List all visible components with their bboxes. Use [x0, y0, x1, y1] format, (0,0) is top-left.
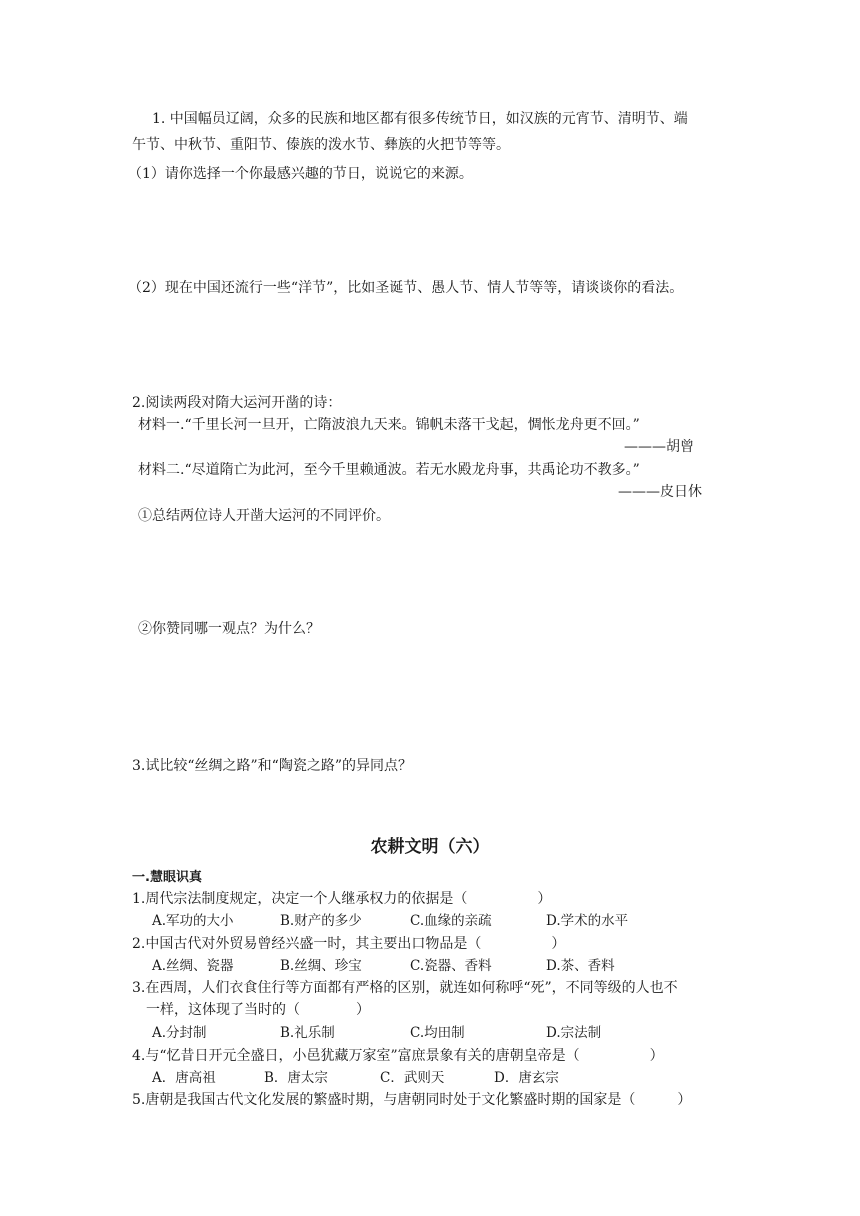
- mc-options-4: [152, 1067, 559, 1089]
- q1-sub2: （2）现在中国还流行一些“洋节”，比如圣诞节、愚人节、情人节等等，请谈谈你的看法。: [128, 280, 684, 296]
- mc-options-3: [152, 1022, 601, 1044]
- option-d: D.茶、香料: [546, 958, 615, 974]
- option-b: B.财产的多少: [280, 913, 362, 929]
- q2-material2: 材料二.“尽道隋亡为此河，至今千里赖通波。若无水殿龙舟事，共禹论功不教多。”: [138, 462, 640, 478]
- option-c: C.血缘的亲疏: [410, 913, 492, 929]
- option-b: B.丝绸、珍宝: [280, 958, 362, 974]
- option-a: A．唐高祖: [152, 1070, 216, 1086]
- mc-options-2: [152, 955, 615, 977]
- mc-question-2: 2.中国古代对外贸易曾经兴盛一时，其主要出口物品是（ ）: [132, 936, 566, 952]
- option-b: B.礼乐制: [280, 1025, 335, 1041]
- q2-material1: 材料一.“千里长河一旦开，亡隋波浪九天来。锦帆未落干戈起，惆怅龙舟更不回。”: [138, 417, 640, 433]
- mc-question-3-cont: 一样，这体现了当时的（ ）: [146, 1002, 370, 1018]
- section-title: 农耕文明（六）: [370, 837, 490, 857]
- option-a: A.军功的大小: [152, 913, 234, 929]
- q1-sub1: （1）请你选择一个你最感兴趣的节日，说说它的来源。: [128, 166, 473, 182]
- option-d: D．唐玄宗: [494, 1070, 559, 1086]
- option-b: B．唐太宗: [264, 1070, 328, 1086]
- section-heading: 一.慧眼识真: [132, 870, 202, 885]
- option-c: C.瓷器、香料: [410, 958, 492, 974]
- q2-intro: 2.阅读两段对隋大运河开凿的诗：: [132, 395, 342, 411]
- q2-sub1: ①总结两位诗人开凿大运河的不同评价。: [138, 508, 390, 524]
- option-d: D.学术的水平: [546, 913, 629, 929]
- option-c: C.均田制: [410, 1025, 465, 1041]
- option-a: A.分封制: [152, 1025, 207, 1041]
- q2-sub2: ②你赞同哪一观点？为什么？: [138, 621, 320, 637]
- option-c: C．武则天: [380, 1070, 445, 1086]
- mc-question-3: 3.在西周，人们衣食住行等方面都有严格的区别，就连如何称呼“死”，不同等级的人也不: [132, 980, 678, 996]
- q2-material2-author: ———皮日休: [618, 484, 702, 500]
- q2-material1-author: ———胡曾: [624, 439, 694, 455]
- mc-question-4: 4.与“忆昔日开元全盛日，小邑犹藏万家室”富庶景象有关的唐朝皇帝是（ ）: [132, 1048, 664, 1064]
- q1-line2: 午节、中秋节、重阳节、傣族的泼水节、彝族的火把节等等。: [132, 137, 510, 153]
- option-a: A.丝绸、瓷器: [152, 958, 234, 974]
- mc-question-5: 5.唐朝是我国古代文化发展的繁盛时期，与唐朝同时处于文化繁盛时期的国家是（ ）: [132, 1092, 692, 1108]
- mc-question-1: 1.周代宗法制度规定，决定一个人继承权力的依据是（ ）: [132, 891, 552, 907]
- q3: 3.试比较“丝绸之路”和“陶瓷之路”的异同点？: [132, 758, 412, 774]
- option-d: D.宗法制: [546, 1025, 602, 1041]
- mc-options-1: [152, 910, 628, 932]
- q1-line1: 1. 中国幅员辽阔，众多的民族和地区都有很多传统节日，如汉族的元宵节、清明节、端: [152, 111, 688, 127]
